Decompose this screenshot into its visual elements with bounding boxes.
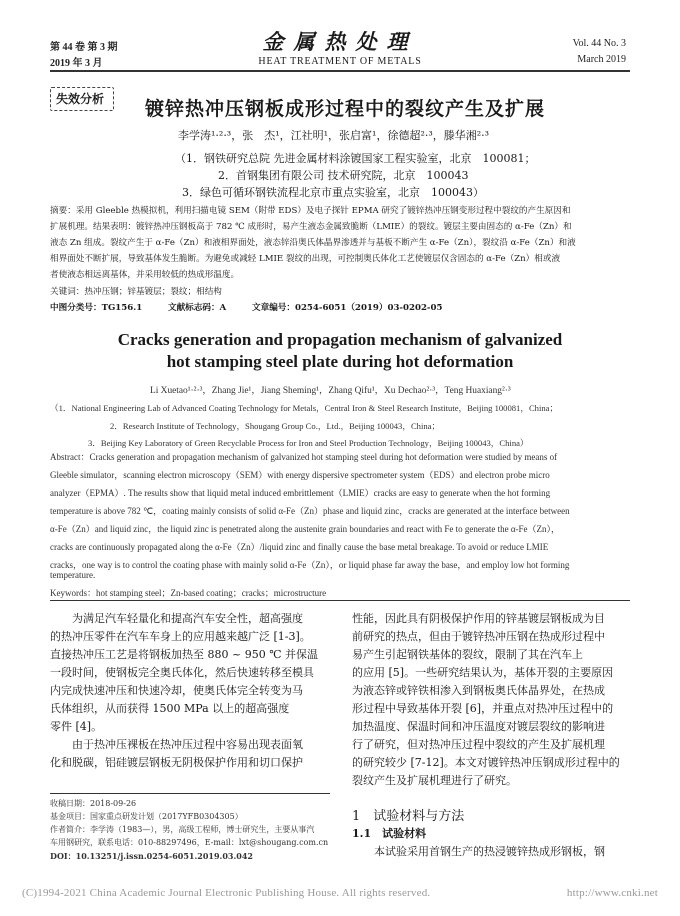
body-line: 形过程中导致基体开裂 [6]，并重点对热冲压过程中的 — [352, 702, 614, 715]
body-line: 内完成快速冲压和快速冷却，使奥氏体完全转变为马 — [50, 684, 303, 697]
body-line: 为液态锌或锌铁相渗入到钢板奥氏体晶界处，在热成 — [352, 684, 605, 697]
affiliation-en-1: （1．National Engineering Lab of Advanced Coating Technology for Metals，Central Iron & Steel Research Institute，Beijing 100081，China； — [50, 403, 559, 413]
body-line: 由于热冲压裸板在热冲压过程中容易出现表面氧 — [50, 738, 303, 751]
abstract-cn-line: 扩展机理。结果表明：镀锌热冲压钢板高于 782 ℃ 成形时，易产生液态金属致脆断（LMIE）的裂纹。镀层主要由固态的 α-Fe（Zn）和 — [50, 222, 572, 232]
abstract-en-line: cracks are continuously propagated along the α-Fe（Zn）/liquid zinc and finally cause the base metal breakage. To avoid or reduce LMIE — [50, 542, 549, 552]
affiliation-cn-2: 2．首钢集团有限公司 技术研究院，北京 100043 — [218, 169, 469, 182]
title-cn: 镀锌热冲压钢板成形过程中的裂纹产生及扩展 — [145, 98, 546, 120]
title-en-line-1: Cracks generation and propagation mechanism of galvanized — [117, 330, 563, 349]
affiliation-en-3: 3．Beijing Key Laboratory of Green Recyclable Process for Iron and Steel Production Technology，Beijing 100043，China） — [88, 438, 529, 448]
abstract-en-line: Abstract：Cracks generation and propagation mechanism of galvanized hot stamping steel during hot deformation were studied by means of — [50, 452, 558, 462]
header-rule — [50, 70, 630, 72]
copyright-footer — [22, 887, 658, 899]
body-line: 易产生引起钢铁基体的裂纹，限制了其在汽车上 — [352, 648, 583, 661]
body-line: 加热温度、保温时间和冲压温度对镀层裂纹的影响进 — [352, 720, 605, 733]
abstract-en-line: cracks，one way is to control the coating phase with mainly solid α-Fe（Zn），or liquid phase far away the base，and employ low hot forming — [50, 560, 570, 570]
title-en-line-2: hot stamping steel plate during hot deformation — [166, 352, 514, 371]
date-en: March 2019 — [577, 54, 626, 65]
copyright-text: (C)1994-2021 China Academic Journal Electronic Publishing House. All rights reserved. — [22, 887, 431, 899]
abstract-en-line: temperature. — [50, 570, 96, 580]
abstract-en-line: α-Fe（Zn）and liquid zinc，the liquid zinc is penetrated along the austenite grain boundaries and react with Fe to generate the α-Fe（Zn）， — [50, 524, 561, 534]
body-line: 氏体组织，从而获得 1500 MPa 以上的超高强度 — [50, 702, 290, 715]
abstract-en-line: Gleeble simulator，scanning electron microscopy（SEM）with energy dispersive spectrometer system（EDS）and electron probe micro — [50, 470, 550, 480]
abstract-cn-line: 液态 Zn 组成。裂纹产生于 α-Fe（Zn）和液相界面处，液态锌沿奥氏体晶界渗透并与基板不断产生 α-Fe（Zn），裂纹沿 α-Fe（Zn）和液 — [50, 238, 576, 248]
body-line: 直接热冲压工艺是将钢板加热至 880 ~ 950 ℃ 并保温 — [50, 648, 318, 661]
body-line: 前研究的热点，但由于镀锌热冲压钢在热成形过程中 — [352, 630, 605, 643]
body-line: 零件 [4]。 — [50, 720, 103, 733]
affiliation-en-2: 2．Research Institute of Technology，Shougang Group Co.，Ltd.，Beijing 100043，China； — [110, 421, 441, 431]
footnote-funding: 基金项目：国家重点研发计划（2017YFB0304305） — [50, 812, 243, 821]
date-cn: 2019 年 3 月 — [50, 58, 103, 69]
affiliation-cn-1: （1．钢铁研究总院 先进金属材料涂镀国家工程实验室，北京 100081； — [175, 152, 536, 165]
abstract-en-line: analyzer（EPMA）. The results show that liquid metal induced embrittlement（LMIE）cracks are easy to generate when the hot forming — [50, 488, 551, 498]
abstract-en-line: temperature is above 782 ℃，coating mainly consists of solid α-Fe（Zn）phase and liquid zinc，cracks are generated at the interface between — [50, 506, 570, 516]
body-line: 行了研究，但对热冲压过程中裂纹的产生及扩展机理 — [352, 738, 605, 751]
body-line: 为满足汽车轻量化和提高汽车安全性，超高强度 — [50, 612, 303, 625]
abstract-cn-line: 摘要：采用 Gleeble 热模拟机，利用扫描电镜 SEM（附带 EDS）及电子探针 EPMA 研究了镀锌热冲压钢变形过程中裂纹的产生原因和 — [50, 206, 571, 216]
category-tag: 失效分析 — [56, 92, 105, 106]
body-line: 化和脱碳，铝硅镀层钢板无阴极保护作用和切口保护 — [50, 756, 303, 769]
classification-line: 中图分类号：TG156.1 文献标志码：A 文章编号：0254-6051（2019）03-0202-05 — [50, 303, 443, 313]
footnote-contact: 车用钢研究，联系电话：010-88297496，E-mail：lxt@shougang.com.cn — [50, 838, 329, 847]
body-line: 的热冲压零件在汽车车身上的应用越来越广泛 [1-3]。 — [50, 630, 311, 643]
section-heading-1: 1 试验材料与方法 — [352, 809, 465, 824]
body-line: 本试验采用首钢生产的热浸镀锌热成形钢板，钢 — [352, 845, 605, 858]
keywords-cn: 关键词：热冲压钢；锌基镀层；裂纹；相结构 — [50, 287, 222, 297]
body-line: 裂纹产生及扩展机理进行了研究。 — [352, 774, 517, 787]
section-heading-1-1: 1.1 试验材料 — [352, 827, 427, 840]
abstract-cn-line: 者使液态相远离基体，并采用较低的热成形温度。 — [50, 270, 240, 280]
body-line: 性能，因此具有阴极保护作用的锌基镀层钢板成为目 — [352, 612, 605, 625]
affiliation-cn-3: 3．绿色可循环钢铁流程北京市重点实验室，北京 100043） — [182, 186, 484, 199]
abstract-cn-line: 相界面处不断扩展，导致基体发生脆断。为避免或减轻 LMIE 裂纹的出现，可控制奥氏体化工艺使镀层仅含固态的 α-Fe（Zn）相或液 — [50, 254, 561, 264]
footnote-rule — [50, 793, 330, 794]
footnote-received: 收稿日期：2018-09-26 — [50, 799, 137, 808]
authors-en: Li Xuetao¹·²·³，Zhang Jie¹，Jiang Sheming¹，Zhang Qifu¹，Xu Dechao²·³，Teng Huaxiang²·³ — [150, 386, 511, 396]
authors-cn: 李学涛¹·²·³，张 杰¹，江社明¹，张启富¹，徐德超²·³，滕华湘²·³ — [178, 129, 490, 142]
abstract-rule — [50, 600, 630, 601]
cnki-url: http://www.cnki.net — [566, 887, 658, 899]
journal-title-en: HEAT TREATMENT OF METALS — [258, 56, 422, 67]
keywords-en: Keywords：hot stamping steel；Zn-based coating；cracks；microstructure — [50, 588, 327, 598]
body-line: 的研究较少 [7-12]。本文对镀锌热冲压钢成形过程中的 — [352, 756, 620, 769]
journal-title-cn: 金属热处理 — [262, 29, 418, 54]
volume-issue-en: Vol. 44 No. 3 — [572, 38, 626, 49]
volume-issue-cn: 第 44 卷 第 3 期 — [50, 42, 118, 53]
footnote-doi: DOI：10.13251/j.issn.0254-6051.2019.03.042 — [50, 851, 253, 861]
body-line: 一段时间，使钢板完全奥氏体化，然后快速转移至模具 — [50, 666, 314, 679]
body-line: 的应用 [5]。一些研究结果认为，基体开裂的主要原因 — [352, 666, 614, 679]
footnote-author: 作者简介：李学涛（1983—），男，高级工程师，博士研究生，主要从事汽 — [50, 825, 315, 834]
